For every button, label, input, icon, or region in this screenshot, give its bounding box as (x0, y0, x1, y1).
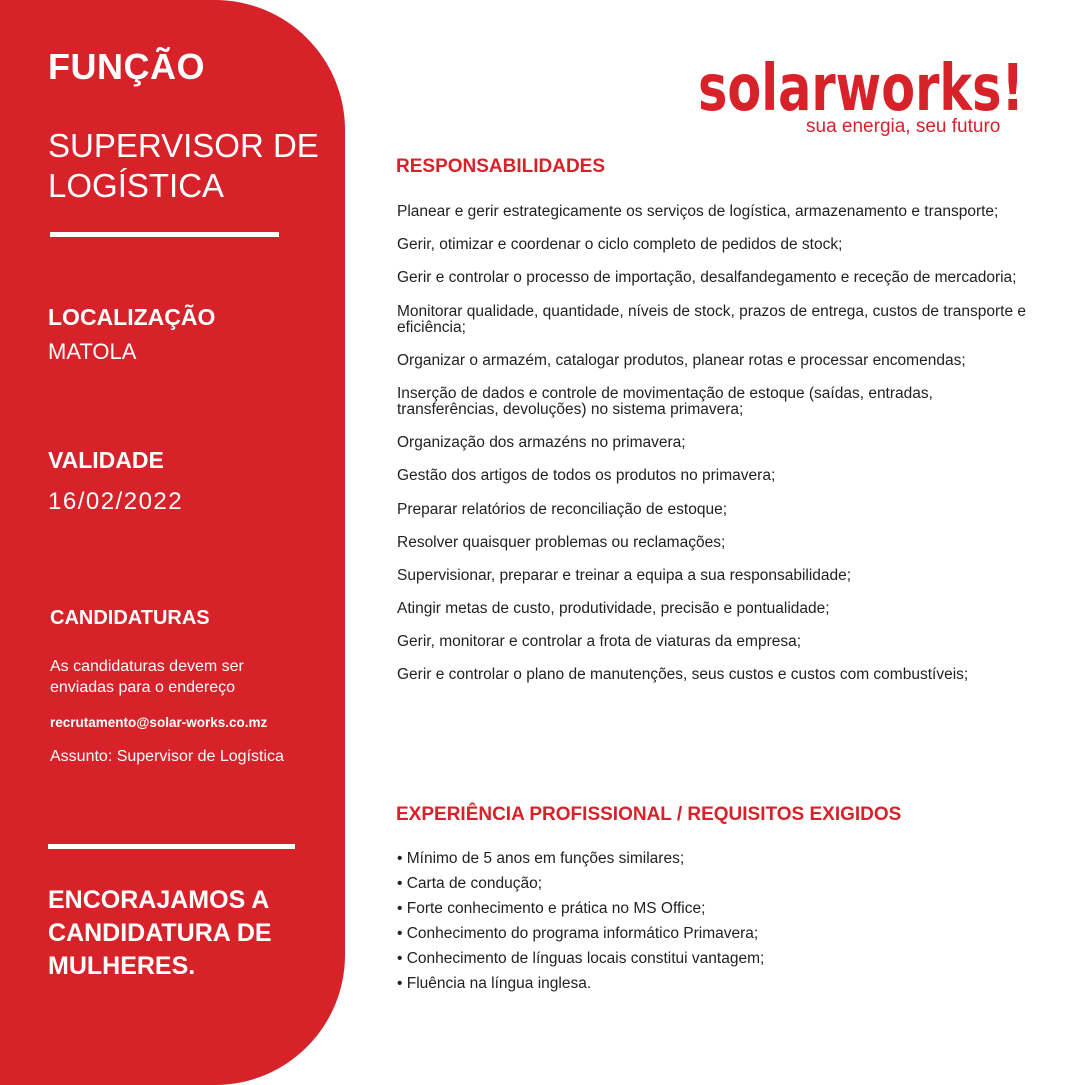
list-item: Organização dos armazéns no primavera; (397, 434, 686, 452)
list-item: Supervisionar, preparar e treinar a equipa a sua responsabilidade; (397, 566, 852, 584)
candidaturas-label: CANDIDATURAS (50, 607, 210, 629)
logo-wordmark: solarworks! (698, 52, 1024, 126)
sidebar-panel (0, 0, 345, 1085)
list-item: • Mínimo de 5 anos em funções similares; (397, 850, 685, 867)
list-item: • Fluência na língua inglesa. (397, 975, 592, 992)
application-subject: Assunto: Supervisor de Logística (50, 748, 284, 765)
list-item: Preparar relatórios de reconciliação de estoque; (397, 500, 727, 518)
localizacao-value: MATOLA (48, 339, 137, 364)
responsabilidades-title: RESPONSABILIDADES (396, 156, 606, 177)
list-item: • Conhecimento do programa informático Primavera; (397, 925, 759, 942)
list-item: • Carta de condução; (397, 875, 543, 892)
funcao-label: FUNÇÃO (48, 46, 205, 87)
funcao-value: SUPERVISOR DE LOGÍSTICA (48, 127, 319, 204)
list-item: Inserção de dados e controle de movimentação de estoque (saídas, entradas, transferências, devoluções) no sistema primavera; (397, 384, 933, 418)
list-item: Gerir, monitorar e controlar a frota de viaturas da empresa; (397, 633, 802, 651)
list-item: Monitorar qualidade, quantidade, níveis de stock, prazos de entrega, custos de transporte e eficiência; (397, 302, 1026, 336)
brand-tagline: sua energia, seu futuro (806, 116, 1001, 137)
list-item: • Conhecimento de línguas locais constitui vantagem; (397, 950, 765, 967)
divider (50, 232, 279, 237)
validade-value: 16/02/2022 (48, 488, 184, 515)
list-item: Planear e gerir estrategicamente os serviços de logística, armazenamento e transporte; (397, 203, 999, 220)
list-item: • Forte conhecimento e prática no MS Office; (397, 900, 706, 917)
encourage-women-text: ENCORAJAMOS A CANDIDATURA DE MULHERES. (48, 886, 272, 980)
candidaturas-text: As candidaturas devem ser enviadas para o endereço (50, 658, 244, 696)
list-item: Atingir metas de custo, produtividade, precisão e pontualidade; (397, 600, 830, 618)
responsabilidades-list (397, 204, 1037, 701)
list-item: Resolver quaisquer problemas ou reclamações; (397, 533, 726, 551)
divider (48, 844, 295, 849)
list-item: Gerir, otimizar e coordenar o ciclo completo de pedidos de stock; (397, 236, 843, 254)
list-item: Organizar o armazém, catalogar produtos, planear rotas e processar encomendas; (397, 351, 966, 369)
application-email[interactable]: recrutamento@solar-works.co.mz (50, 715, 268, 730)
requisitos-title: EXPERIÊNCIA PROFISSIONAL / REQUISITOS EXIGIDOS (396, 804, 902, 825)
list-item: Gerir e controlar o processo de importação, desalfandegamento e receção de mercadoria; (397, 269, 1017, 287)
requisitos-list (397, 846, 1037, 996)
list-item: Gestão dos artigos de todos os produtos no primavera; (397, 467, 776, 485)
list-item: Gerir e controlar o plano de manutenções, seus custos e custos com combustíveis; (397, 666, 969, 684)
validade-label: VALIDADE (48, 447, 164, 473)
localizacao-label: LOCALIZAÇÃO (48, 304, 216, 330)
